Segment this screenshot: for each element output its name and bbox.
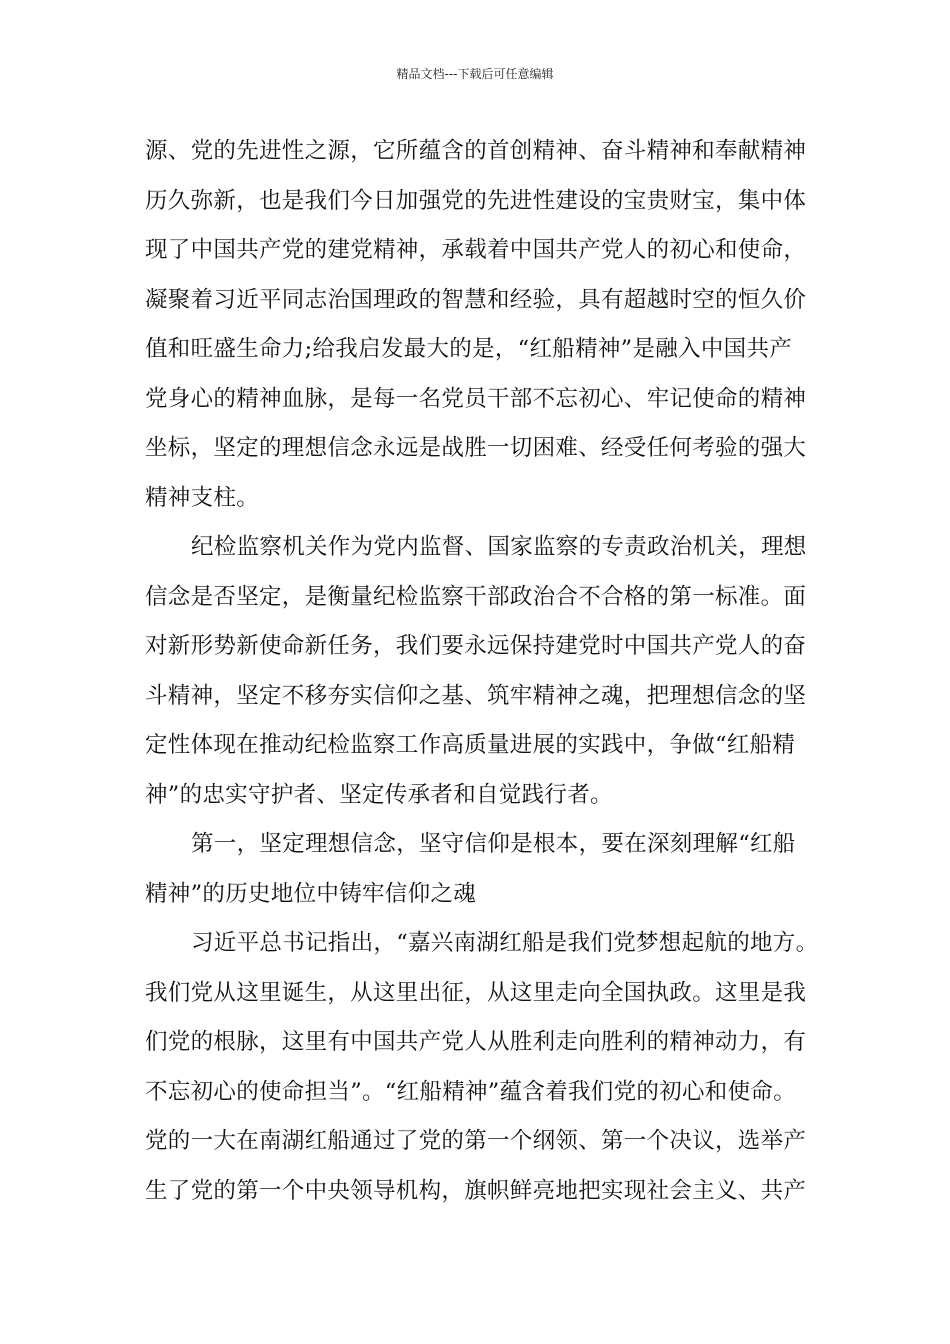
paragraph [145, 919, 835, 1216]
text-line: 神”的忠实守护者、坚定传承者和自觉践行者。 [145, 781, 613, 808]
paragraph [145, 820, 835, 919]
text-line: 坐标，坚定的理想信念永远是战胜一切困难、经受任何考验的强大 [145, 435, 807, 461]
text-line: 历久弥新，也是我们今日加强党的先进性建设的宝贵财宝，集中体 [145, 187, 807, 214]
text-line: 们党的根脉，这里有中国共产党人从胜利走向胜利的精神动力，有 [145, 1029, 807, 1055]
text-line: 第一，坚定理想信念，坚守信仰是根本，要在深刻理解“红船 [191, 831, 796, 857]
text-line: 党的一大在南湖红船通过了党的第一个纲领、第一个决议，选举产 [145, 1128, 807, 1154]
paragraph [145, 523, 835, 820]
text-line: 习近平总书记指出，“嘉兴南湖红船是我们党梦想起航的地方。 [191, 930, 819, 956]
text-line: 精神支柱。 [145, 484, 260, 511]
text-line: 生了党的第一个中央领导机构，旗帜鲜亮地把实现社会主义、共产 [145, 1177, 807, 1204]
text-line: 现了中国共产党的建党精神，承载着中国共产党人的初心和使命， [145, 237, 807, 263]
document-body [145, 127, 835, 1216]
text-line: 凝聚着习近平同志治国理政的智慧和经验，具有超越时空的恒久价 [145, 286, 807, 313]
text-line: 对新形势新使命新任务，我们要永远保持建党时中国共产党人的奋 [145, 633, 807, 659]
page-header: 精品文档---下载后可任意编辑 [396, 67, 554, 81]
text-line: 定性体现在推动纪检监察工作高质量进展的实践中，争做“红船精 [145, 732, 796, 758]
text-line: 纪检监察机关作为党内监督、国家监察的专责政治机关，理想 [191, 534, 807, 560]
text-line: 斗精神，坚定不移夯实信仰之基、筑牢精神之魂，把理想信念的坚 [145, 682, 807, 709]
text-line: 信念是否坚定，是衡量纪检监察干部政治合不合格的第一标准。面 [145, 583, 807, 610]
text-line: 党身心的精神血脉，是每一名党员干部不忘初心、牢记使命的精神 [145, 385, 807, 412]
text-line: 不忘初心的使命担当”。“红船精神”蕴含着我们党的初心和使命。 [145, 1078, 797, 1105]
text-line: 精神”的历史地位中铸牢信仰之魂 [145, 880, 477, 907]
paragraph [145, 127, 835, 523]
text-line: 值和旺盛生命力;给我启发最大的是，“红船精神”是融入中国共产 [145, 336, 793, 362]
text-line: 源、党的先进性之源，它所蕴含的首创精神、奋斗精神和奉献精神 [145, 138, 807, 164]
text-line: 我们党从这里诞生，从这里出征，从这里走向全国执政。这里是我 [145, 979, 807, 1006]
